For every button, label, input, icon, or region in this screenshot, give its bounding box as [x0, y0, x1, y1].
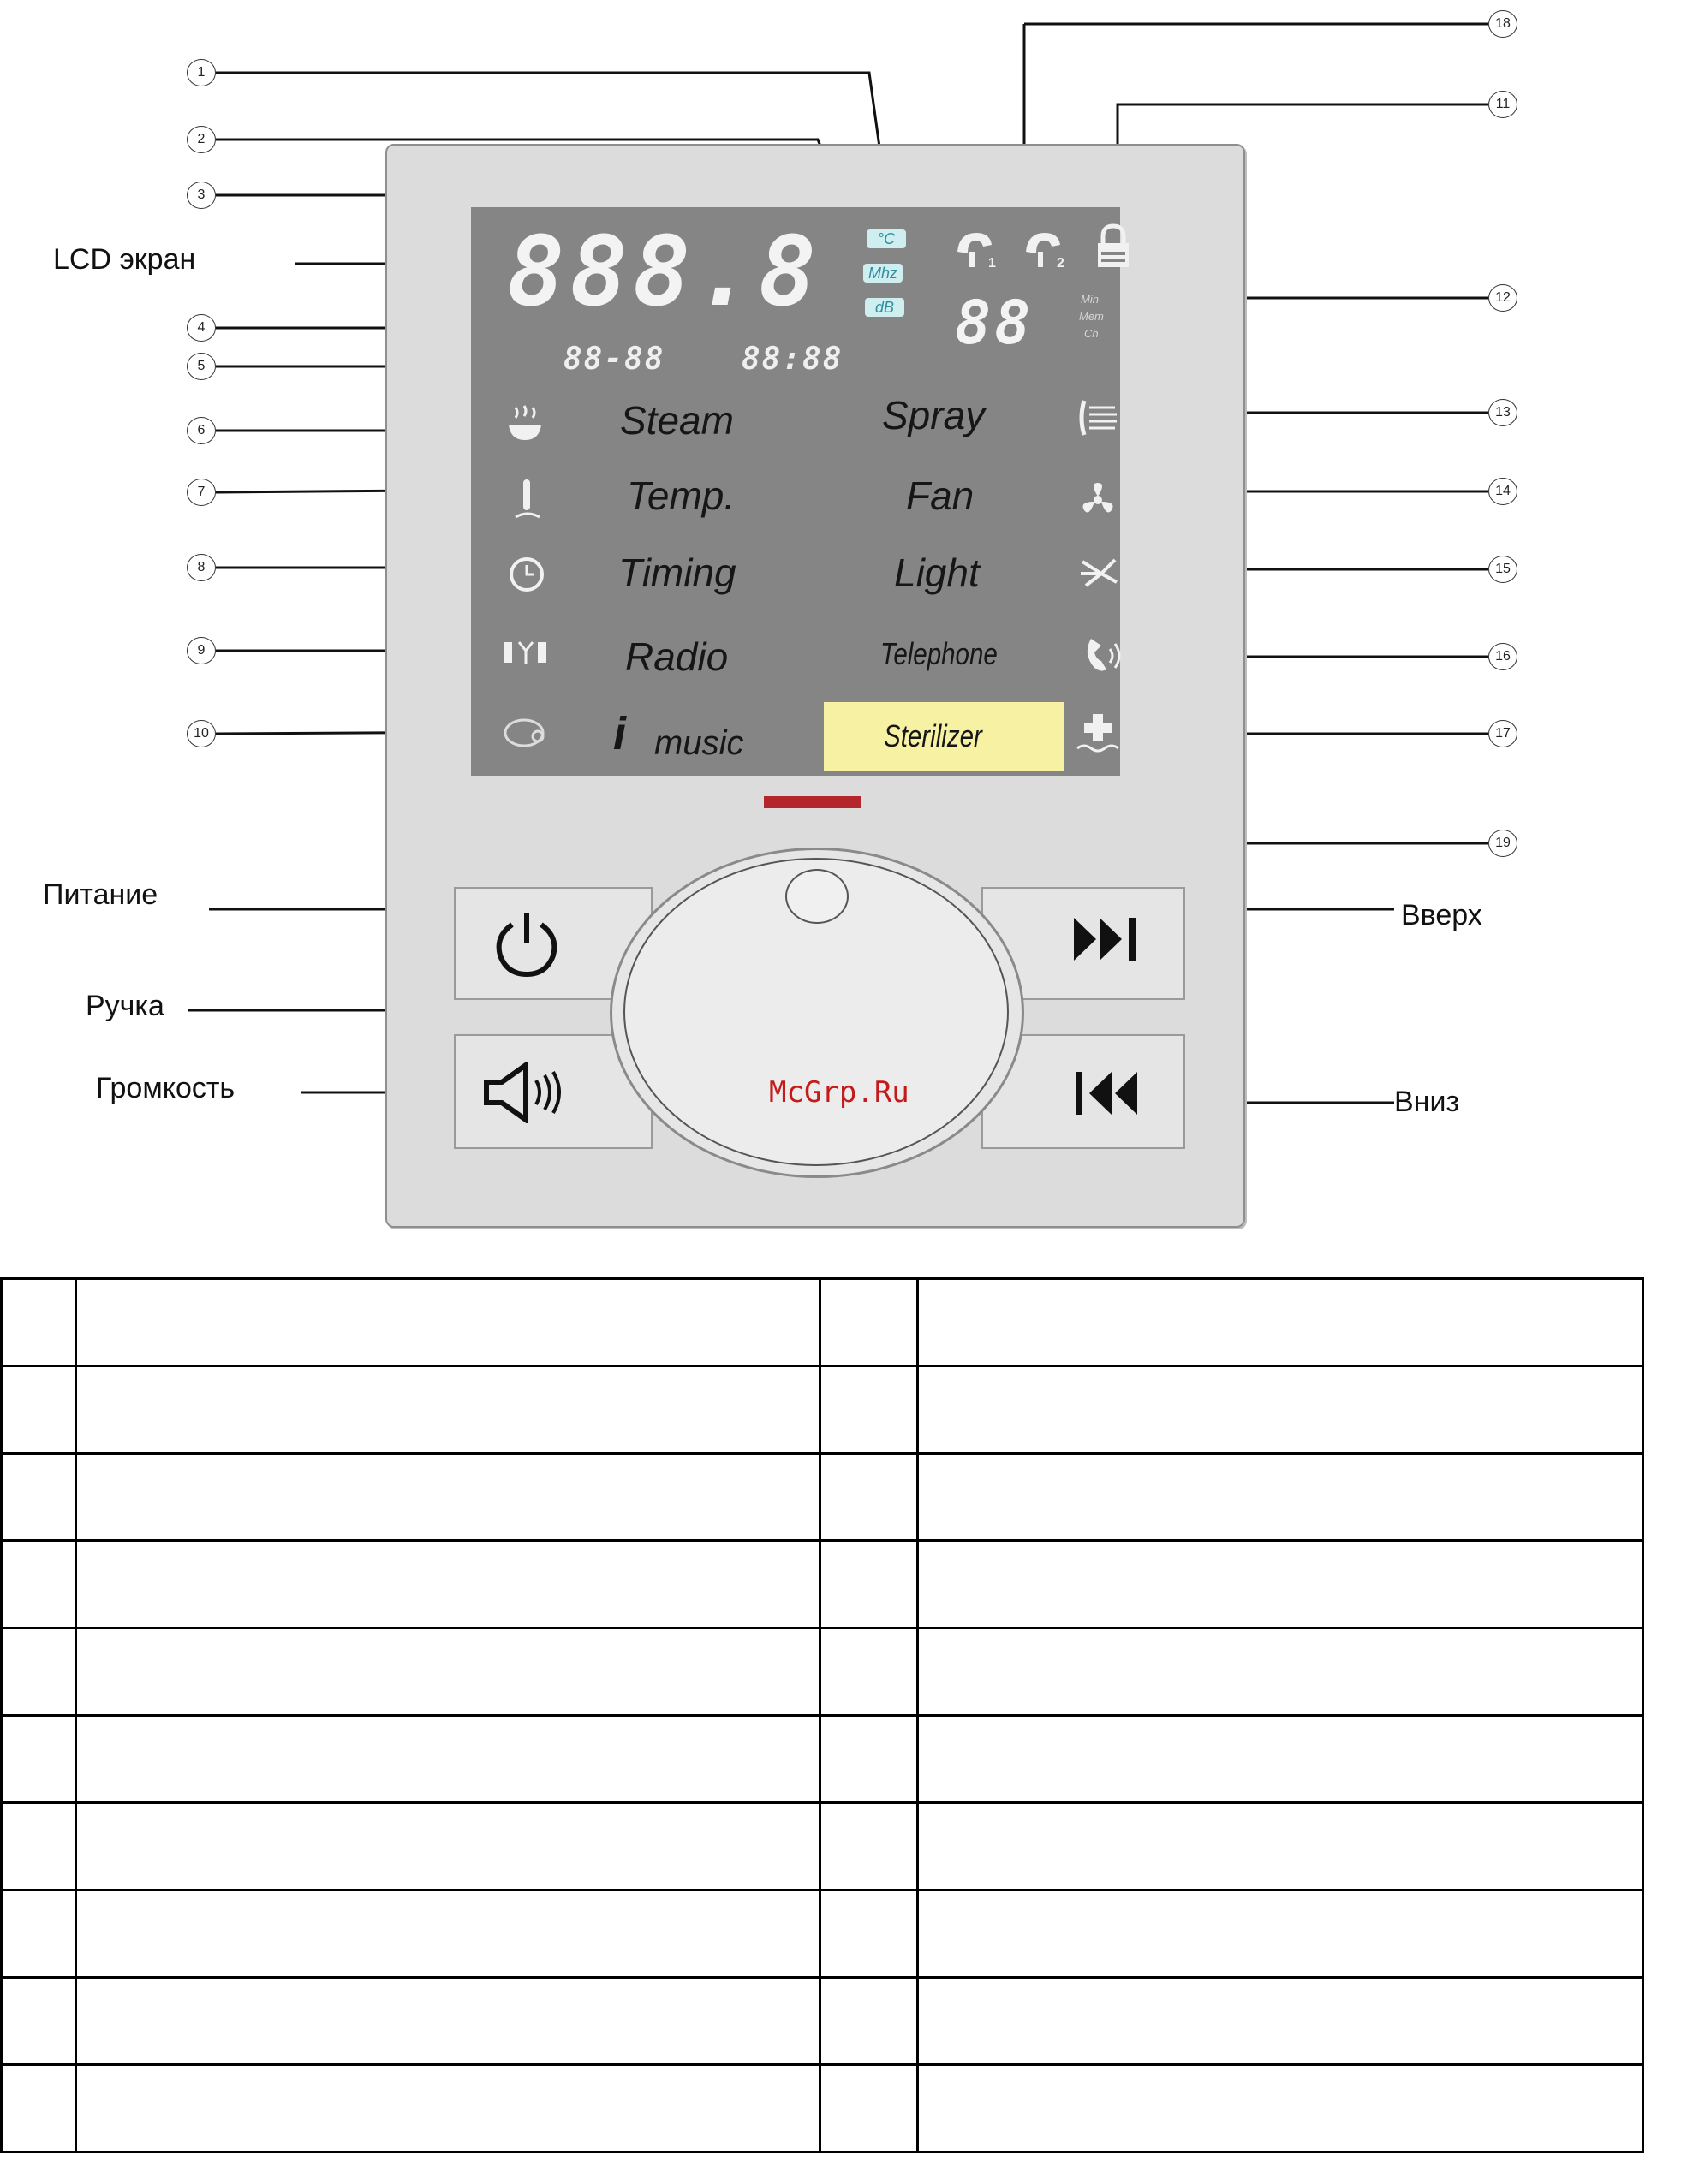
fan-icon — [1077, 479, 1118, 521]
table-cell — [820, 1366, 917, 1454]
callout-9: 9 — [187, 637, 216, 664]
watermark: McGrp.Ru — [769, 1075, 909, 1110]
table-cell — [2, 1978, 76, 2065]
label-telephone: Telephone — [880, 636, 998, 671]
telephone-icon — [1081, 634, 1122, 676]
table-cell — [75, 1978, 820, 2065]
table-cell — [75, 1279, 820, 1366]
table-row — [2, 1541, 1643, 1628]
table-row — [2, 1978, 1643, 2065]
callout-6: 6 — [187, 417, 216, 444]
table-cell — [917, 1716, 1642, 1803]
volume-icon — [481, 1062, 575, 1123]
specification-table — [0, 1277, 1644, 2153]
callout-10: 10 — [187, 720, 216, 747]
table-cell — [917, 1628, 1642, 1716]
table-cell — [2, 1454, 76, 1541]
table-cell — [75, 1366, 820, 1454]
table-row — [2, 1366, 1643, 1454]
lcd-main-digits: 888.8 — [507, 217, 822, 328]
table-cell — [917, 1279, 1642, 1366]
table-cell — [820, 1279, 917, 1366]
table-cell — [2, 1279, 76, 1366]
table-cell — [75, 1454, 820, 1541]
table-row — [2, 2065, 1643, 2152]
label-fan: Fan — [906, 473, 975, 518]
label-power: Питание — [43, 878, 158, 911]
table-cell — [75, 1628, 820, 1716]
lock-icon — [1093, 223, 1134, 271]
svg-text:1: 1 — [988, 256, 996, 271]
label-radio: Radio — [625, 634, 729, 679]
music-disc-icon — [500, 714, 553, 752]
table-cell — [820, 2065, 917, 2152]
label-imusic-i: i — [613, 708, 627, 759]
thermometer-icon — [512, 476, 543, 524]
table-row — [2, 1890, 1643, 1978]
callout-7: 7 — [187, 479, 216, 506]
table-cell — [75, 1890, 820, 1978]
label-timing: Timing — [618, 550, 736, 595]
label-spray: Spray — [882, 393, 986, 437]
unit-db: dB — [865, 298, 904, 317]
callout-8: 8 — [187, 554, 216, 581]
table-cell — [2, 1628, 76, 1716]
table-cell — [917, 2065, 1642, 2152]
unit-celsius: °C — [867, 229, 906, 248]
radio-antenna-icon — [500, 635, 551, 669]
callout-17: 17 — [1488, 720, 1517, 747]
table-cell — [820, 1978, 917, 2065]
callout-11: 11 — [1488, 91, 1517, 118]
table-cell — [917, 1803, 1642, 1890]
shower-1-icon — [951, 226, 1002, 271]
table-row — [2, 1803, 1643, 1890]
label-light: Light — [894, 550, 980, 595]
unit-ch: Ch — [1084, 327, 1099, 340]
unit-mem: Mem — [1079, 310, 1104, 323]
callout-13: 13 — [1488, 399, 1517, 426]
callout-15: 15 — [1488, 556, 1517, 583]
table-cell — [2, 1890, 76, 1978]
shower-2-icon — [1019, 226, 1072, 271]
unit-mhz: Mhz — [863, 264, 903, 283]
table-cell — [75, 1541, 820, 1628]
table-cell — [820, 1803, 917, 1890]
label-lcd-screen: LCD экран — [53, 243, 196, 276]
callout-19: 19 — [1488, 830, 1517, 857]
table-cell — [75, 1803, 820, 1890]
skip-next-icon — [1070, 911, 1144, 967]
table-cell — [917, 1454, 1642, 1541]
table-cell — [2, 1716, 76, 1803]
steam-icon — [504, 402, 546, 445]
callout-4: 4 — [187, 314, 216, 342]
label-knob: Ручка — [86, 990, 164, 1022]
unit-min: Min — [1081, 293, 1099, 306]
table-cell — [2, 1541, 76, 1628]
table-cell — [917, 1366, 1642, 1454]
table-cell — [917, 1541, 1642, 1628]
label-sterilizer: Sterilizer — [884, 718, 982, 753]
lcd-date: 88-88 — [563, 342, 665, 377]
label-volume: Громкость — [96, 1072, 235, 1104]
table-body — [2, 1279, 1643, 2152]
callout-3: 3 — [187, 182, 216, 209]
table-cell — [820, 1716, 917, 1803]
table-cell — [2, 1803, 76, 1890]
table-cell — [820, 1454, 917, 1541]
table-cell — [917, 1890, 1642, 1978]
clock-icon — [507, 555, 546, 594]
svg-text:2: 2 — [1057, 256, 1064, 271]
lcd-secondary-digits: 88 — [955, 288, 1034, 358]
label-down: Вниз — [1394, 1086, 1460, 1118]
callout-5: 5 — [187, 353, 216, 380]
label-temp: Temp. — [627, 473, 736, 518]
indicator-bar — [764, 796, 861, 808]
table-cell — [75, 1716, 820, 1803]
knob-indicator — [785, 869, 849, 924]
callout-1: 1 — [187, 59, 216, 86]
callout-18: 18 — [1488, 10, 1517, 38]
callout-12: 12 — [1488, 284, 1517, 312]
table-cell — [820, 1541, 917, 1628]
table-cell — [2, 1366, 76, 1454]
label-steam: Steam — [620, 398, 734, 443]
table-cell — [917, 1978, 1642, 2065]
sterilizer-icon — [1074, 709, 1122, 757]
table-row — [2, 1279, 1643, 1366]
callout-14: 14 — [1488, 478, 1517, 505]
light-icon — [1077, 553, 1122, 596]
table-row — [2, 1628, 1643, 1716]
callout-2: 2 — [187, 126, 216, 153]
skip-prev-icon — [1070, 1065, 1144, 1122]
lcd-time: 88:88 — [742, 342, 844, 377]
table-cell — [820, 1890, 917, 1978]
table-row — [2, 1716, 1643, 1803]
callout-16: 16 — [1488, 643, 1517, 670]
table-cell — [2, 2065, 76, 2152]
power-icon — [488, 906, 565, 979]
table-row — [2, 1454, 1643, 1541]
spray-icon — [1076, 396, 1120, 440]
label-music: music — [654, 724, 744, 762]
table-cell — [820, 1628, 917, 1716]
table-cell — [75, 2065, 820, 2152]
label-up: Вверх — [1401, 899, 1482, 931]
